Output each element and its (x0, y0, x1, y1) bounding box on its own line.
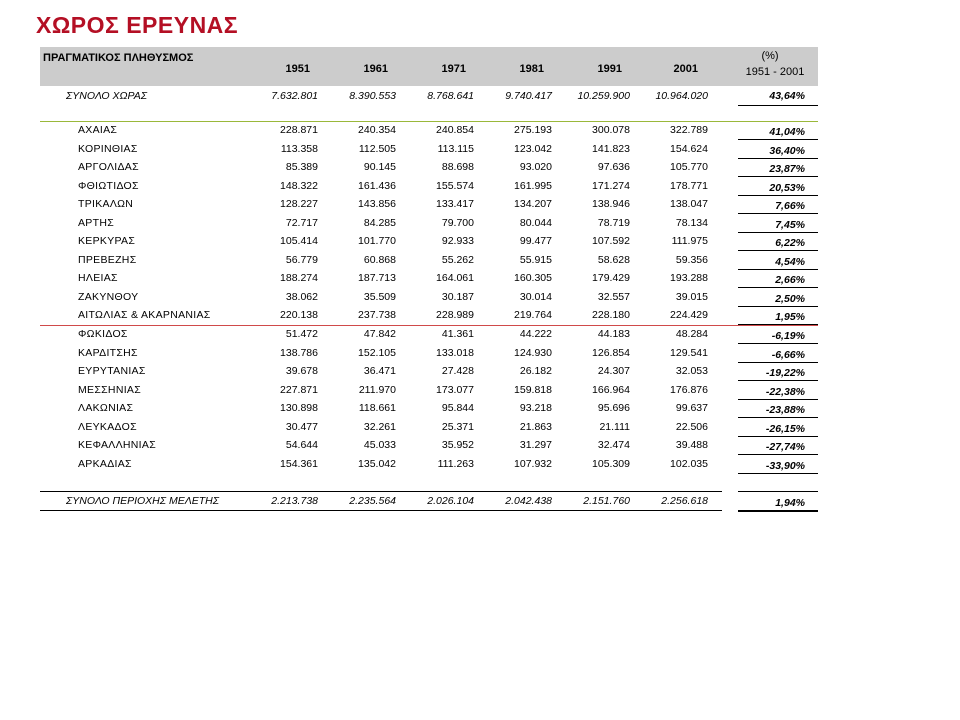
row-name: ΚΕΡΚΥΡΑΣ (78, 235, 136, 247)
cell-pct: 36,40% (769, 144, 805, 157)
cell-value: 148.322 (280, 179, 318, 192)
year-header: 1951 (285, 63, 310, 75)
cell-value: 124.930 (514, 346, 552, 359)
cell-pct: 23,87% (769, 163, 805, 175)
cell-value: 101.770 (358, 235, 396, 247)
cell-value: 60.868 (363, 253, 396, 266)
pct-cell-box (738, 216, 818, 233)
cell-value: 39.015 (675, 290, 708, 303)
cell-value: 39.488 (675, 439, 708, 451)
cell-value: 113.358 (280, 142, 318, 155)
cell-pct: -26,15% (765, 422, 805, 435)
pct-period-header: 1951 - 2001 (745, 66, 805, 78)
cell-value: 90.145 (363, 161, 396, 173)
cell-value: 32.261 (363, 420, 396, 433)
cell-value: 58.628 (597, 253, 630, 266)
cell-value: 161.995 (514, 179, 552, 192)
cell-value: 138.786 (280, 346, 318, 359)
cell-value: 188.274 (280, 272, 318, 284)
cell-value: 166.964 (592, 383, 630, 396)
cell-value: 8.768.641 (427, 90, 474, 102)
cell-value: 219.764 (514, 309, 552, 321)
cell-value: 93.020 (519, 161, 552, 173)
row-name: ΣΥΝΟΛΟ ΧΩΡΑΣ (66, 90, 147, 102)
cell-value: 220.138 (280, 309, 318, 321)
row-name: ΣΥΝΟΛΟ ΠΕΡΙΟΧΗΣ ΜΕΛΕΤΗΣ (66, 495, 220, 507)
cell-value: 22.506 (675, 420, 708, 433)
pct-cell-box (738, 438, 818, 455)
cell-value: 133.018 (436, 346, 474, 359)
cell-value: 51.472 (285, 328, 318, 340)
pct-cell-box (738, 327, 818, 344)
cell-value: 9.740.417 (505, 90, 552, 102)
row-name: ΑΡΓΟΛΙΔΑΣ (78, 161, 139, 173)
cell-pct: -23,88% (765, 404, 805, 416)
cell-pct: -6,19% (771, 330, 805, 342)
cell-value: 88.698 (441, 161, 474, 173)
year-header: 1971 (441, 63, 466, 75)
cell-pct: 1,94% (775, 497, 805, 509)
cell-value: 161.436 (358, 179, 396, 192)
cell-pct: 4,54% (775, 255, 805, 268)
cell-value: 275.193 (514, 124, 552, 136)
cell-pct: 2,50% (775, 292, 805, 305)
cell-value: 27.428 (441, 365, 474, 377)
cell-value: 10.259.900 (577, 90, 630, 102)
cell-value: 135.042 (358, 457, 396, 470)
cell-value: 152.105 (358, 346, 396, 359)
cell-value: 31.297 (519, 439, 552, 451)
pct-cell-box (738, 383, 818, 400)
pct-cell-box (738, 253, 818, 270)
cell-value: 7.632.801 (271, 90, 318, 102)
year-header: 1981 (519, 63, 544, 75)
cell-value: 187.713 (358, 272, 396, 284)
row-name: ΠΡΕΒΕΖΗΣ (78, 253, 137, 266)
cell-pct: 43,64% (769, 90, 805, 102)
pct-cell-box (738, 420, 818, 437)
cell-value: 178.771 (670, 179, 708, 192)
cell-value: 55.262 (441, 253, 474, 266)
cell-pct: -33,90% (765, 459, 805, 472)
pct-cell-box (738, 123, 818, 140)
pct-cell-box (738, 89, 818, 106)
cell-value: 72.717 (285, 216, 318, 229)
pct-cell-box (738, 308, 818, 325)
cell-pct: 7,66% (775, 200, 805, 212)
cell-value: 35.952 (441, 439, 474, 451)
cell-value: 47.842 (363, 328, 396, 340)
cell-value: 26.182 (519, 365, 552, 377)
cell-value: 25.371 (441, 420, 474, 433)
cell-value: 105.770 (670, 161, 708, 173)
row-name: ΑΡΚΑΔΙΑΣ (78, 457, 132, 470)
cell-value: 129.541 (670, 346, 708, 359)
study-total-row (0, 493, 960, 510)
cell-value: 113.115 (437, 142, 474, 155)
cell-value: 85.389 (285, 161, 318, 173)
cell-pct: -27,74% (765, 441, 805, 453)
cell-pct: 7,45% (775, 218, 805, 231)
cell-value: 130.898 (280, 402, 318, 414)
cell-value: 105.414 (280, 235, 318, 247)
cell-value: 171.274 (592, 179, 630, 192)
cell-pct: 6,22% (775, 237, 805, 249)
cell-value: 141.823 (592, 142, 630, 155)
row-name: ΚΑΡΔΙΤΣΗΣ (78, 346, 138, 359)
cell-value: 227.871 (280, 383, 318, 396)
pct-cell-box (738, 346, 818, 363)
cell-value: 211.970 (358, 383, 396, 396)
cell-value: 54.644 (285, 439, 318, 451)
pct-cell-box (738, 457, 818, 474)
cell-value: 55.915 (519, 253, 552, 266)
cell-value: 84.285 (363, 216, 396, 229)
cell-value: 24.307 (597, 365, 630, 377)
cell-value: 59.356 (675, 253, 708, 266)
cell-value: 134.207 (514, 198, 552, 210)
pct-cell-box (738, 179, 818, 196)
cell-value: 2.235.564 (349, 495, 396, 507)
row-name: ΤΡΙΚΑΛΩΝ (78, 198, 134, 210)
cell-value: 228.871 (280, 124, 318, 136)
cell-value: 79.700 (441, 216, 474, 229)
cell-value: 228.989 (436, 309, 474, 321)
row-name: ΚΕΦΑΛΛΗΝΙΑΣ (78, 439, 156, 451)
row-name: ΑΙΤΩΛΙΑΣ & ΑΚΑΡΝΑΝΙΑΣ (78, 309, 211, 321)
cell-value: 95.844 (441, 402, 474, 414)
cell-value: 97.636 (597, 161, 630, 173)
cell-value: 111.975 (671, 235, 708, 247)
row-name: ΛΕΥΚΑΔΟΣ (78, 420, 137, 433)
pct-cell-box (738, 271, 818, 288)
cell-pct: -19,22% (765, 367, 805, 379)
cell-pct: 2,66% (775, 274, 805, 286)
cell-value: 44.183 (597, 328, 630, 340)
row-name: ΛΑΚΩΝΙΑΣ (78, 402, 134, 414)
cell-value: 107.932 (514, 457, 552, 470)
cell-value: 133.417 (436, 198, 474, 210)
cell-value: 45.033 (363, 439, 396, 451)
cell-value: 176.876 (670, 383, 708, 396)
cell-value: 154.361 (280, 457, 318, 470)
page-title: ΧΩΡΟΣ ΕΡΕΥΝΑΣ (36, 12, 239, 38)
cell-value: 95.696 (597, 402, 630, 414)
cell-value: 154.624 (670, 142, 708, 155)
cell-value: 93.218 (519, 402, 552, 414)
cell-value: 228.180 (592, 309, 630, 321)
pct-cell-box (738, 160, 818, 177)
cell-value: 193.288 (670, 272, 708, 284)
cell-value: 102.035 (670, 457, 708, 470)
cell-value: 173.077 (436, 383, 474, 396)
total-top-line (40, 491, 722, 492)
cell-value: 240.354 (358, 124, 396, 136)
cell-value: 2.042.438 (505, 495, 552, 507)
row-name: ΦΩΚΙΔΟΣ (78, 328, 128, 340)
cell-value: 160.305 (514, 272, 552, 284)
cell-value: 21.863 (519, 420, 552, 433)
cell-value: 48.284 (675, 328, 708, 340)
cell-value: 99.637 (675, 402, 708, 414)
row-name: ΕΥΡΥΤΑΝΙΑΣ (78, 365, 146, 377)
cell-value: 38.062 (285, 290, 318, 303)
cell-value: 2.256.618 (661, 495, 708, 507)
cell-value: 126.854 (592, 346, 630, 359)
cell-value: 159.818 (514, 383, 552, 396)
cell-value: 21.111 (599, 420, 630, 433)
cell-value: 32.474 (597, 439, 630, 451)
cell-value: 128.227 (280, 198, 318, 210)
pct-cell-box (738, 197, 818, 214)
cell-value: 99.477 (519, 235, 552, 247)
cell-value: 8.390.553 (349, 90, 396, 102)
pct-cell-box (738, 290, 818, 307)
cell-value: 36.471 (363, 365, 396, 377)
cell-pct: -22,38% (765, 385, 805, 398)
cell-value: 143.856 (358, 198, 396, 210)
year-header: 1961 (363, 63, 388, 75)
cell-value: 240.854 (436, 124, 474, 136)
cell-value: 30.014 (519, 290, 552, 303)
total-bottom-line (40, 510, 722, 511)
cell-value: 179.429 (592, 272, 630, 284)
cell-value: 78.134 (675, 216, 708, 229)
row-name: ΦΘΙΩΤΙΔΟΣ (78, 179, 139, 192)
cell-pct: 41,04% (769, 126, 805, 138)
cell-value: 2.213.738 (271, 495, 318, 507)
cell-value: 300.078 (592, 124, 630, 136)
cell-value: 78.719 (597, 216, 630, 229)
cell-value: 32.557 (597, 290, 630, 303)
cell-value: 224.429 (670, 309, 708, 321)
cell-value: 237.738 (358, 309, 396, 321)
year-header: 2001 (673, 63, 698, 75)
row-name: ΑΡΤΗΣ (78, 216, 114, 229)
cell-value: 123.042 (514, 142, 552, 155)
cell-value: 10.964.020 (655, 90, 708, 102)
cell-value: 30.187 (441, 290, 474, 303)
cell-value: 39.678 (285, 365, 318, 377)
cell-value: 35.509 (363, 290, 396, 303)
row-name: ΚΟΡΙΝΘΙΑΣ (78, 142, 138, 155)
cell-pct: 1,95% (775, 311, 805, 323)
cell-value: 2.151.760 (583, 495, 630, 507)
row-name: ΑΧΑΙΑΣ (78, 124, 118, 136)
pct-cell-box (738, 234, 818, 251)
year-header: 1991 (597, 63, 622, 75)
cell-value: 111.263 (437, 457, 474, 470)
table-caption: ΠΡΑΓΜΑΤΙΚΟΣ ΠΛΗΘΥΣΜΟΣ (43, 52, 194, 64)
cell-value: 155.574 (436, 179, 474, 192)
cell-value: 30.477 (285, 420, 318, 433)
cell-value: 56.779 (285, 253, 318, 266)
cell-value: 2.026.104 (427, 495, 474, 507)
cell-value: 92.933 (441, 235, 474, 247)
cell-value: 138.946 (592, 198, 630, 210)
row-name: ΖΑΚΥΝΘΟΥ (78, 290, 139, 303)
total-pct-top-line (738, 491, 818, 492)
cell-value: 41.361 (441, 328, 474, 340)
cell-pct: 20,53% (769, 181, 805, 194)
cell-value: 32.053 (675, 365, 708, 377)
cell-value: 112.505 (358, 142, 396, 155)
pct-cell-box (738, 401, 818, 418)
pct-cell-box (738, 364, 818, 381)
total-pct-bottom-line (738, 510, 818, 512)
pct-cell-box (738, 142, 818, 159)
cell-value: 44.222 (519, 328, 552, 340)
cell-value: 164.061 (436, 272, 474, 284)
pct-header: (%) (761, 50, 779, 62)
cell-pct: -6,66% (771, 348, 805, 361)
cell-value: 105.309 (592, 457, 630, 470)
cell-value: 322.789 (670, 124, 708, 136)
row-name: ΜΕΣΣΗΝΙΑΣ (78, 383, 142, 396)
cell-value: 138.047 (670, 198, 708, 210)
row-name: ΗΛΕΙΑΣ (78, 272, 118, 284)
cell-value: 118.661 (358, 402, 396, 414)
cell-value: 107.592 (592, 235, 630, 247)
cell-value: 80.044 (519, 216, 552, 229)
